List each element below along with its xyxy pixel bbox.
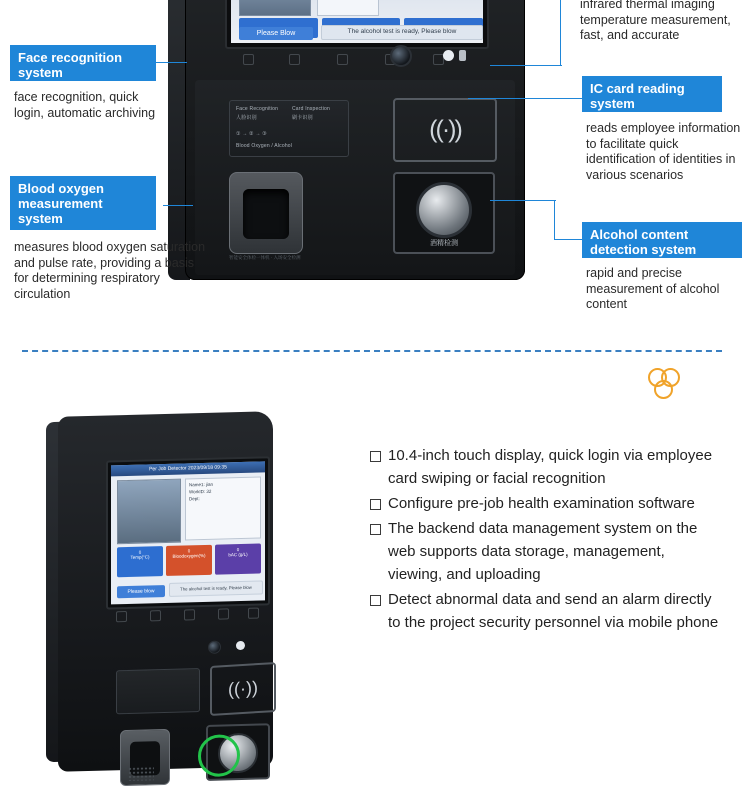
ic-card-reader-area xyxy=(393,98,497,162)
top-product-section xyxy=(0,0,750,340)
callout-body-infrared-thermal: infrared thermal imaging temperature measurement, fast, and accurate xyxy=(580,0,731,42)
bullet-text-3: The backend data management system on the web supports data storage, management, viewing, and uploading xyxy=(388,520,698,583)
leader-line-alcohol-v xyxy=(554,200,555,240)
screen-status-note: The alcohol test is ready, Please blow xyxy=(321,25,483,40)
alcohol-detector-area xyxy=(393,172,495,254)
leader-line-oxygen xyxy=(163,205,193,206)
screen-face-photo xyxy=(239,0,311,16)
bezel-icon-2 xyxy=(289,54,300,65)
bottom-screen-face-photo xyxy=(117,479,181,545)
callout-title-blood-oxygen xyxy=(10,176,156,230)
screen-blow-button: Please Blow xyxy=(239,27,313,40)
device-touch-screen xyxy=(225,0,489,49)
alcohol-caption: 酒精检测 xyxy=(430,240,458,247)
leader-line-face xyxy=(155,62,187,63)
leader-line-thermal-v xyxy=(560,0,561,65)
callout-body-alcohol: rapid and precise measurement of alcohol content xyxy=(586,266,720,311)
bottom-bezel-icon-row xyxy=(106,604,266,624)
blood-oxygen-sensor-port xyxy=(229,172,303,254)
callout-title-ic-card xyxy=(582,76,722,112)
callout-title-face-line2: system xyxy=(18,65,63,80)
callout-title-ic-line2: system xyxy=(590,96,635,111)
bottom-screen-title-bar: Per Job Detector 2023/09/18 09:35 xyxy=(111,461,265,476)
bullet-text-2: Configure pre-job health examination software xyxy=(388,495,695,512)
callout-title-ic-line1: IC card reading xyxy=(590,81,685,96)
metric-value-bac: 0 xyxy=(236,547,240,553)
bottom-ic-card-reader-area xyxy=(210,662,276,716)
rfid-wave-icon: ((·)) xyxy=(429,115,461,144)
metric-tile-temperature xyxy=(117,546,163,577)
device-lower-panel xyxy=(195,80,515,275)
list-item xyxy=(370,492,720,515)
metric-label-bac: bAC (g/L) xyxy=(228,551,248,558)
callout-body-ic-card: reads employee information to facilitate quick identification of identities in various scenarios xyxy=(586,121,741,182)
callout-title-alcohol-line1: Alcohol content xyxy=(590,227,689,242)
alcohol-blow-nozzle-icon xyxy=(416,182,472,238)
feature-bullet-list xyxy=(370,444,720,636)
leader-line-alcohol2 xyxy=(554,239,582,240)
bottom-screen-blow-button: Please blow xyxy=(117,585,165,598)
bottom-screen-metric-tiles xyxy=(117,543,261,577)
callout-body-blood-oxygen: measures blood oxygen saturation and pulse rate, providing a basis for determining respiratory circulation xyxy=(14,240,206,301)
led-indicator-gray xyxy=(459,50,466,61)
bottom-screen-info-panel xyxy=(185,476,261,540)
bottom-device-body xyxy=(58,411,273,772)
three-circles-logo xyxy=(648,368,684,400)
bottom-bezel-icon-2 xyxy=(150,610,161,621)
logo-circle-3 xyxy=(654,380,673,399)
bezel-icon-3 xyxy=(337,54,348,65)
checkbox-icon xyxy=(370,595,381,606)
callout-title-oxygen-line1: Blood oxygen xyxy=(18,181,104,196)
bottom-bezel-icon-3 xyxy=(184,609,195,620)
bottom-screen-status-note: The alcohol test is ready, Please blow xyxy=(169,580,263,596)
callout-title-alcohol-line2: detection system xyxy=(590,242,697,257)
leader-line-alcohol xyxy=(490,200,556,201)
checkbox-icon xyxy=(370,499,381,510)
metric-label-temperature: Temp(°C) xyxy=(130,554,150,560)
bullet-text-1: 10.4-inch touch display, quick login via employee card swiping or facial recognition xyxy=(388,447,713,487)
metric-value-blood-oxygen: 0 xyxy=(187,548,191,554)
callout-title-oxygen-line2: measurement xyxy=(18,196,103,211)
metric-label-blood-oxygen: Bloodoxygen(%) xyxy=(172,552,206,559)
bottom-camera-lens-icon xyxy=(208,641,221,654)
list-item xyxy=(370,517,720,586)
screen-info-card xyxy=(317,0,379,16)
bottom-instruction-plate xyxy=(116,668,200,714)
metric-tile-bac xyxy=(215,543,261,574)
bottom-bezel-icon-4 xyxy=(218,608,229,619)
device-body xyxy=(185,0,525,280)
bottom-rfid-wave-icon: ((·)) xyxy=(228,677,258,700)
device-footer-note: 智能安全体检一体机 · 入场安全检测 xyxy=(229,255,301,260)
bezel-icon-1 xyxy=(243,54,254,65)
bottom-bezel-icon-1 xyxy=(116,611,127,622)
bottom-bezel-icon-5 xyxy=(248,608,259,619)
metric-tile-blood-oxygen xyxy=(166,545,212,576)
callout-title-face-line1: Face recognition xyxy=(18,50,123,65)
checkbox-icon xyxy=(370,451,381,462)
list-item xyxy=(370,444,720,490)
leader-line-thermal xyxy=(490,65,562,66)
metric-value-temperature: 0 xyxy=(138,549,142,555)
list-item xyxy=(370,588,720,634)
bottom-led-indicator xyxy=(236,641,245,650)
info-workid: WorkID: 32 xyxy=(189,488,212,495)
section-divider xyxy=(22,350,722,352)
callout-body-face-recognition: face recognition, quick login, automatic archiving xyxy=(14,90,156,120)
info-dept: Dept: xyxy=(189,496,200,502)
checkbox-icon xyxy=(370,524,381,535)
bottom-device-screen xyxy=(106,456,270,609)
led-indicator-white xyxy=(443,50,454,61)
instruction-label-plate: Face Recognition Card Inspection 人脸识别 刷卡识别 ① → ② → ③ Blood Oxygen / Alcohol xyxy=(229,100,349,157)
bottom-feature-section xyxy=(0,400,750,769)
info-name: Name1: jian xyxy=(189,481,214,488)
callout-title-oxygen-line3: system xyxy=(18,211,63,226)
camera-lens-icon xyxy=(390,45,412,67)
leader-line-ic-card xyxy=(468,98,582,99)
callout-title-alcohol xyxy=(582,222,742,258)
bullet-text-4: Detect abnormal data and send an alarm directly to the project security personnel via mobile phone xyxy=(388,591,719,631)
callout-title-face-recognition xyxy=(10,45,156,81)
